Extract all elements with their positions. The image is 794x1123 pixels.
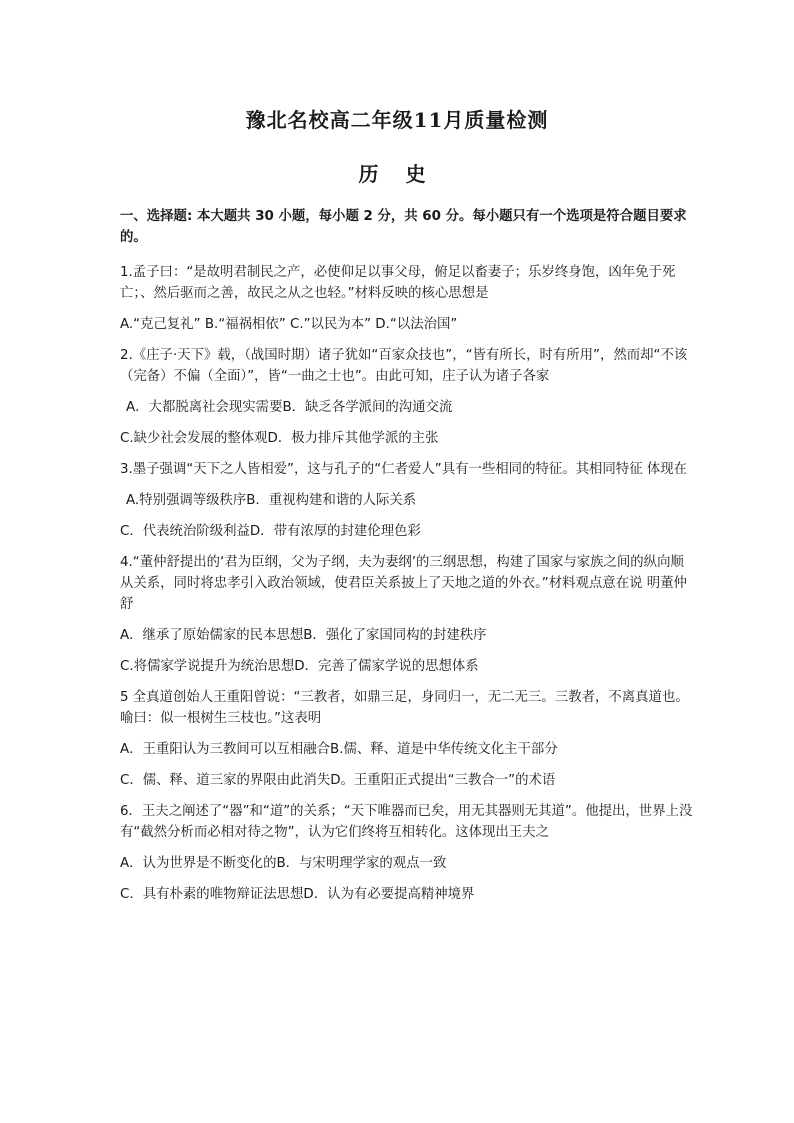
question-3-options-cd: C．代表统治阶级利益D．带有浓厚的封建伦理色彩 [120,524,421,539]
question-5-options-cd: C．儒、释、道三家的界限由此消失D。王重阳正式提出“三教合一”的术语 [120,773,556,788]
question-4-options-ab: A．继承了原始儒家的民本思想B．强化了家国同构的封建秩序 [120,628,487,643]
question-5-stem: 5 全真道创始人王重阳曾说：“三教者，如鼎三足，身同归一，无二无三。三教者，不离真道也。 喻曰：似一根树生三枝也。”这表明 [120,690,689,726]
question-2-stem: 2.《庄子·天下》载，（战国时期）诸子犹如“百家众技也”，“皆有所长，时有所用”，然而却“不该（完备）不偏（全面）”，皆“一曲之士也”。由此可知，庄子认为诸子各家 [120,348,688,384]
question-3-options-ab: A.特别强调等级秩序B．重视构建和谐的人际关系 [126,493,417,508]
exam-content [120,206,695,915]
question-6-options-ab: A．认为世界是不断变化的B．与宋明理学家的观点一致 [120,856,447,871]
question-2-options-ab: A．大都脱离社会现实需要B．缺乏各学派间的沟通交流 [126,400,453,415]
question-1-stem: 1.孟子曰：“是故明君制民之产，必使仰足以事父母，俯足以畜妻子；乐岁终身饱，凶年免于死亡；、然后驱而之善，故民之从之也轻。”材料反映的核心思想是 [120,265,676,301]
question-2-options-cd: C.缺少社会发展的整体观D．极力排斥其他学派的主张 [120,431,439,446]
question-6-stem: 6．王夫之阐述了“器”和“道”的关系；“天下唯器而已矣，用无其器则无其道”。他提出，世界上没有“截然分析而必相对待之物”，认为它们终将互相转化。这体现出王夫之 [120,804,693,840]
question-4-options-cd: C.将儒家学说提升为统治思想D．完善了儒家学说的思想体系 [120,659,479,674]
question-5-options-ab: A．王重阳认为三教间可以互相融合B.儒、释、道是中华传统文化主干部分 [120,742,558,757]
question-6-options-cd: C．具有朴素的唯物辩证法思想D．认为有必要提高精神境界 [120,887,475,902]
section-heading: 一、选择题: 本大题共 30 小题，每小题 2 分，共 60 分。每小题只有一个选项是符合题目要求的。 [120,209,687,245]
exam-subject: 历 史 [358,162,436,186]
question-3-stem: 3.墨子强调“天下之人皆相爱”，这与孔子的“仁者爱人”具有一些相同的特征。其相同特征 体现在 [120,462,688,477]
question-4-stem: 4.“董仲舒提出的‘君为臣纲，父为子纲，夫为妻纲’的三纲思想，构建了国家与家族之间的纵向顺从关系，同时将忠孝引入政治领域，使君臣关系披上了天地之道的外衣。”材料观点意在说 明董仲舒 [120,555,687,612]
exam-title: 豫北名校高二年级11月质量检测 [245,108,549,132]
question-1-options: A.“克己复礼” B.“福祸相依” C.”以民为本” D.“以法治国” [120,317,458,332]
